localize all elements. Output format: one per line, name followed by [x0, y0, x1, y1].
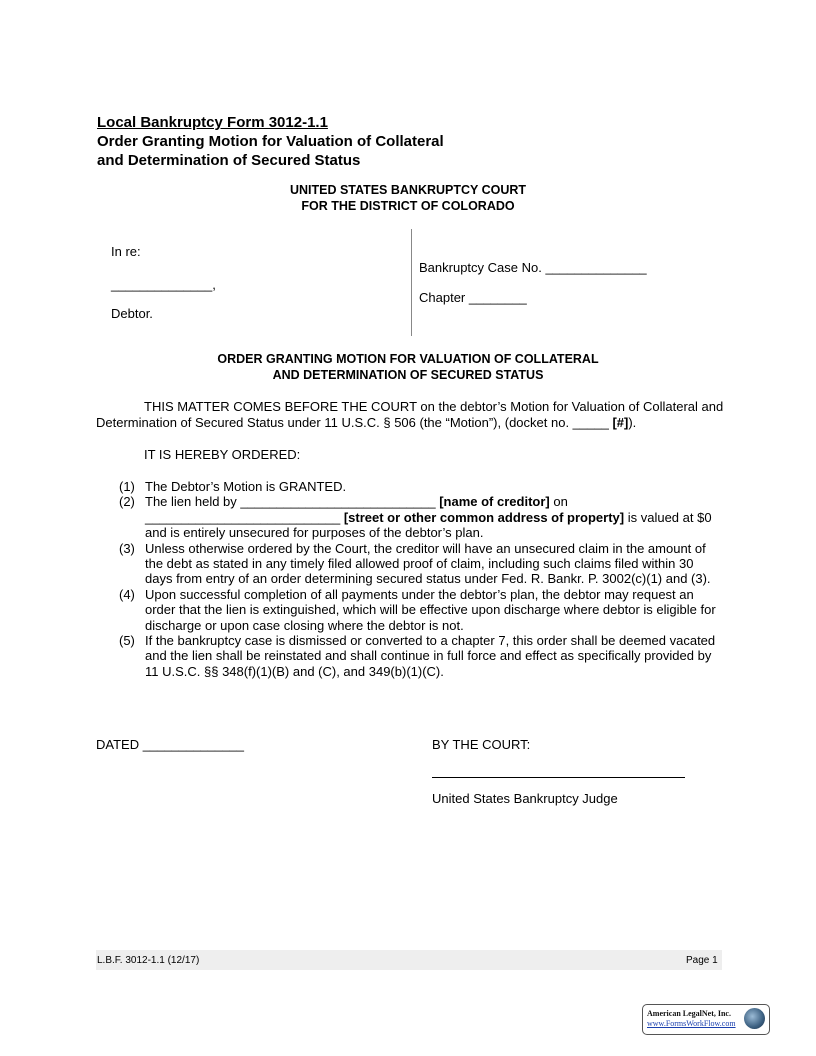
item-number: (4): [119, 586, 135, 602]
judge-title: United States Bankruptcy Judge: [432, 791, 618, 806]
publisher-logo[interactable]: [642, 1004, 770, 1035]
item-number: (3): [119, 540, 135, 556]
debtor-label: Debtor.: [111, 306, 153, 321]
court-heading: [0, 183, 816, 214]
item-text: ___________________________: [145, 509, 344, 525]
chapter-field: Chapter ________: [419, 290, 527, 305]
case-number-field: Bankruptcy Case No. ______________: [419, 260, 647, 275]
form-title-line1: Order Granting Motion for Valuation of Collateral: [97, 133, 444, 150]
order-item: [119, 479, 724, 494]
creditor-placeholder: [name of creditor]: [439, 494, 550, 510]
item-number: (5): [119, 633, 135, 649]
item-text: Unless otherwise ordered by the Court, the creditor will have an unsecured claim in the amount of the debt as stated in any timely filed allowed proof of claim, including such claims filed within 30 days from entry of an order determining secured status under Fed. R. Bankr. P. 3002(c)(1) and (3).: [145, 540, 711, 587]
form-header: [97, 113, 444, 170]
dated-field: DATED ______________: [96, 737, 244, 752]
by-the-court-label: BY THE COURT:: [432, 737, 531, 752]
order-title-line1: ORDER GRANTING MOTION FOR VALUATION OF COLLATERAL: [217, 352, 599, 366]
intro-paragraph: [96, 399, 726, 431]
order-item: [119, 541, 724, 587]
caption-divider: [411, 229, 412, 336]
order-items: [119, 479, 724, 679]
footer-page-number: Page 1: [686, 955, 718, 966]
ordered-heading: IT IS HEREBY ORDERED:: [144, 447, 301, 462]
intro-end: ).: [628, 415, 637, 430]
item-text: on: [549, 494, 568, 510]
court-name: UNITED STATES BANKRUPTCY COURT: [289, 183, 527, 197]
property-placeholder: [street or other common address of property]: [343, 509, 625, 525]
order-title: [0, 352, 816, 383]
docket-placeholder: [#]: [612, 415, 629, 430]
item-text: The lien held by ___________________________: [145, 494, 440, 510]
item-number: (1): [119, 479, 135, 494]
intro-text: THIS MATTER COMES BEFORE THE COURT on the debtor’s Motion for Valuation of Collateral and Determination of Secured Status under 11 U.S.C. § 506 (the “Motion”), (docket no. _____: [96, 399, 724, 430]
signature-line: [432, 777, 685, 778]
logo-url-link[interactable]: www.FormsWorkFlow.com: [647, 1019, 736, 1028]
footer-form-ref: L.B.F. 3012-1.1 (12/17): [97, 955, 200, 966]
in-re-label: In re:: [111, 244, 141, 259]
debtor-name-blank: ______________,: [111, 277, 216, 292]
form-number: Local Bankruptcy Form 3012-1.1: [97, 114, 328, 131]
item-text: The Debtor’s Motion is GRANTED.: [145, 479, 347, 494]
item-number: (2): [119, 494, 135, 510]
logo-company: American LegalNet, Inc.: [647, 1009, 731, 1018]
globe-icon: [744, 1008, 765, 1029]
court-district: FOR THE DISTRICT OF COLORADO: [301, 198, 515, 213]
form-title-line2: and Determination of Secured Status: [97, 152, 361, 169]
order-title-line2: AND DETERMINATION OF SECURED STATUS: [272, 367, 544, 382]
order-item: [119, 633, 724, 679]
item-text: If the bankruptcy case is dismissed or converted to a chapter 7, this order shall be deemed vacated and the lien shall be reinstated and shall continue in full force and effect as specifically provided by 11 U.S.C. §§ 348(f)(1)(B) and (C), and 349(b)(1)(C).: [145, 633, 716, 679]
order-item: [119, 494, 724, 540]
item-text: Upon successful completion of all payments under the debtor’s plan, the debtor may request an order that the lien is extinguished, which will be effective upon discharge where debtor is eligible for discharge or upon case closing where the debtor is not.: [145, 586, 716, 633]
order-item: [119, 587, 724, 633]
item-text: is valued at $0 and is entirely unsecured for purposes of the debtor’s plan.: [145, 509, 712, 541]
